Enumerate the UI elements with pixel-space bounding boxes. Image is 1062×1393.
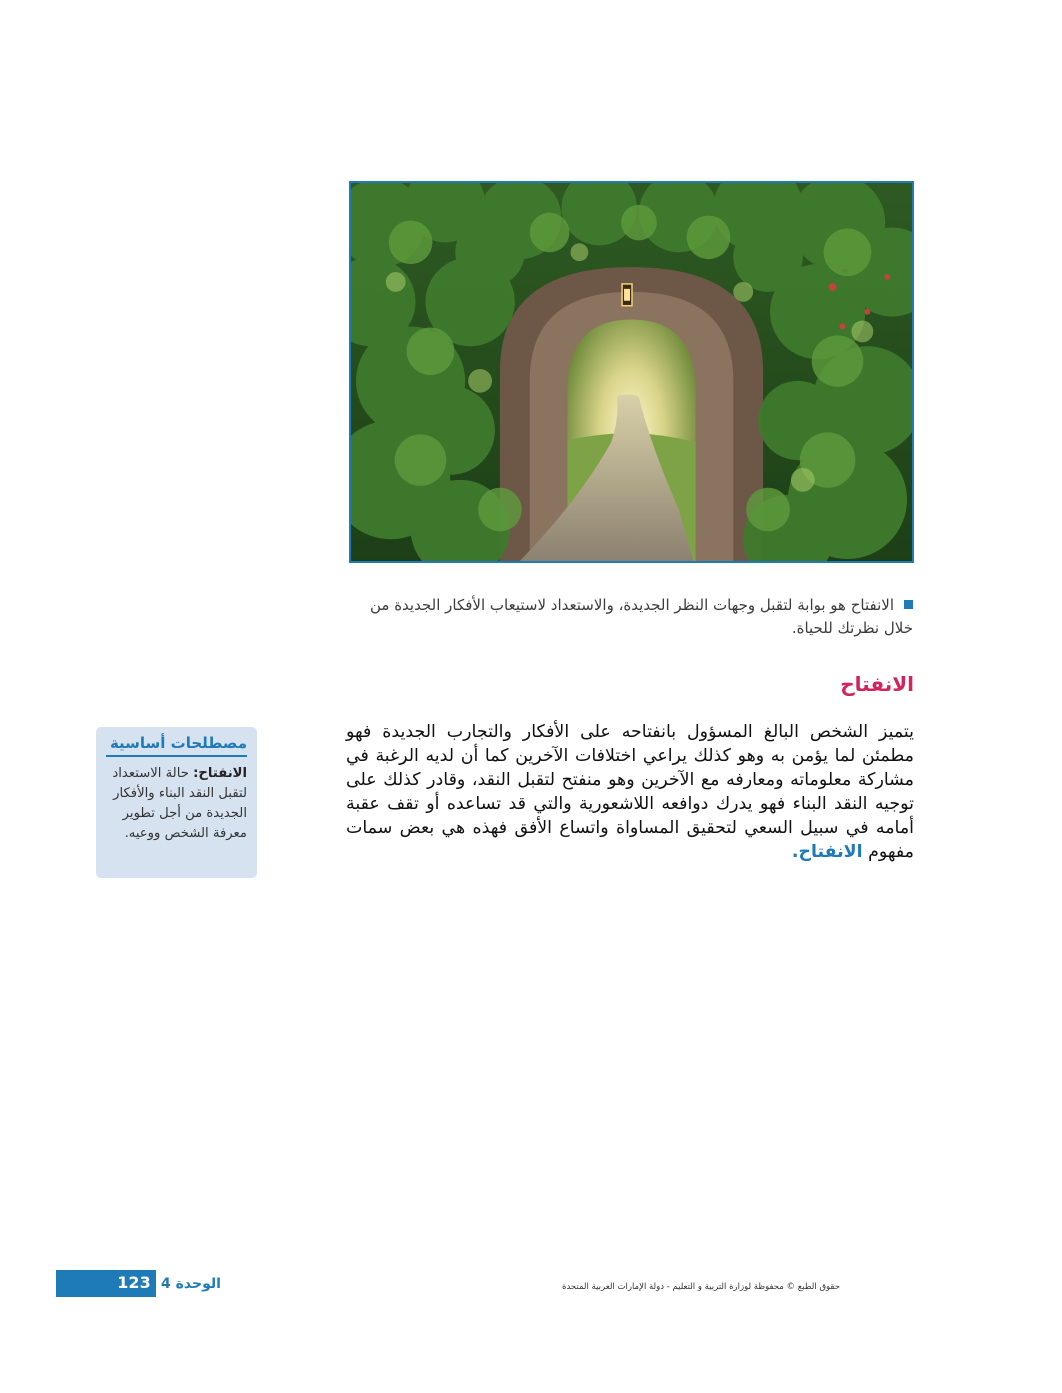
archway-photo: [349, 181, 914, 563]
section-heading: الانفتاح: [840, 672, 914, 696]
page-number: 123: [117, 1273, 151, 1292]
key-terms-box: [96, 727, 257, 878]
body-text: يتميز الشخص البالغ المسؤول بانفتاحه على الأفكار والتجارب الجديدة فهو مطمئن لما يؤمن به وهو كذلك يراعي اختلافات الآخرين كما أن لديه الرغبة في مشاركة معلوماته ومعارفه مع الآخرين وهو منفتح لتقبل النقد، وقادر كذلك على توجيه النقد البناء فهو يدرك دوافعه اللاشعورية والتي قد تساعده أو تقف عقبة أمامه في سبيل السعي لتحقيق المساواة واتساع الأفق فهذه هي بعض سمات مفهوم: [346, 722, 914, 862]
key-terms-title: مصطلحات أساسية: [106, 734, 247, 757]
unit-label: الوحدة 4: [161, 1276, 221, 1292]
figure-caption: [350, 594, 913, 640]
caption-text: الانفتاح هو بوابة لتقبل وجهات النظر الجديدة، والاستعداد لاستيعاب الأفكار الجديدة من خلال نظرتك للحياة.: [369, 596, 913, 637]
key-term-definition-text: حالة الاستعداد لتقبل النقد البناء والأفكار الجديدة من أجل تطوير معرفة الشخص ووعيه.: [112, 766, 247, 841]
body-paragraph: [346, 720, 914, 864]
archway-illustration: [351, 183, 912, 561]
key-term-definition: [106, 764, 247, 844]
bullet-square-icon: [904, 600, 913, 609]
key-term: الانفتاح:: [193, 766, 247, 781]
copyright-notice: حقوق الطبع © محفوظة لوزارة التربية و التعليم - دولة الإمارات العربية المتحدة: [562, 1282, 840, 1292]
highlighted-keyword: الانفتاح.: [791, 842, 863, 862]
